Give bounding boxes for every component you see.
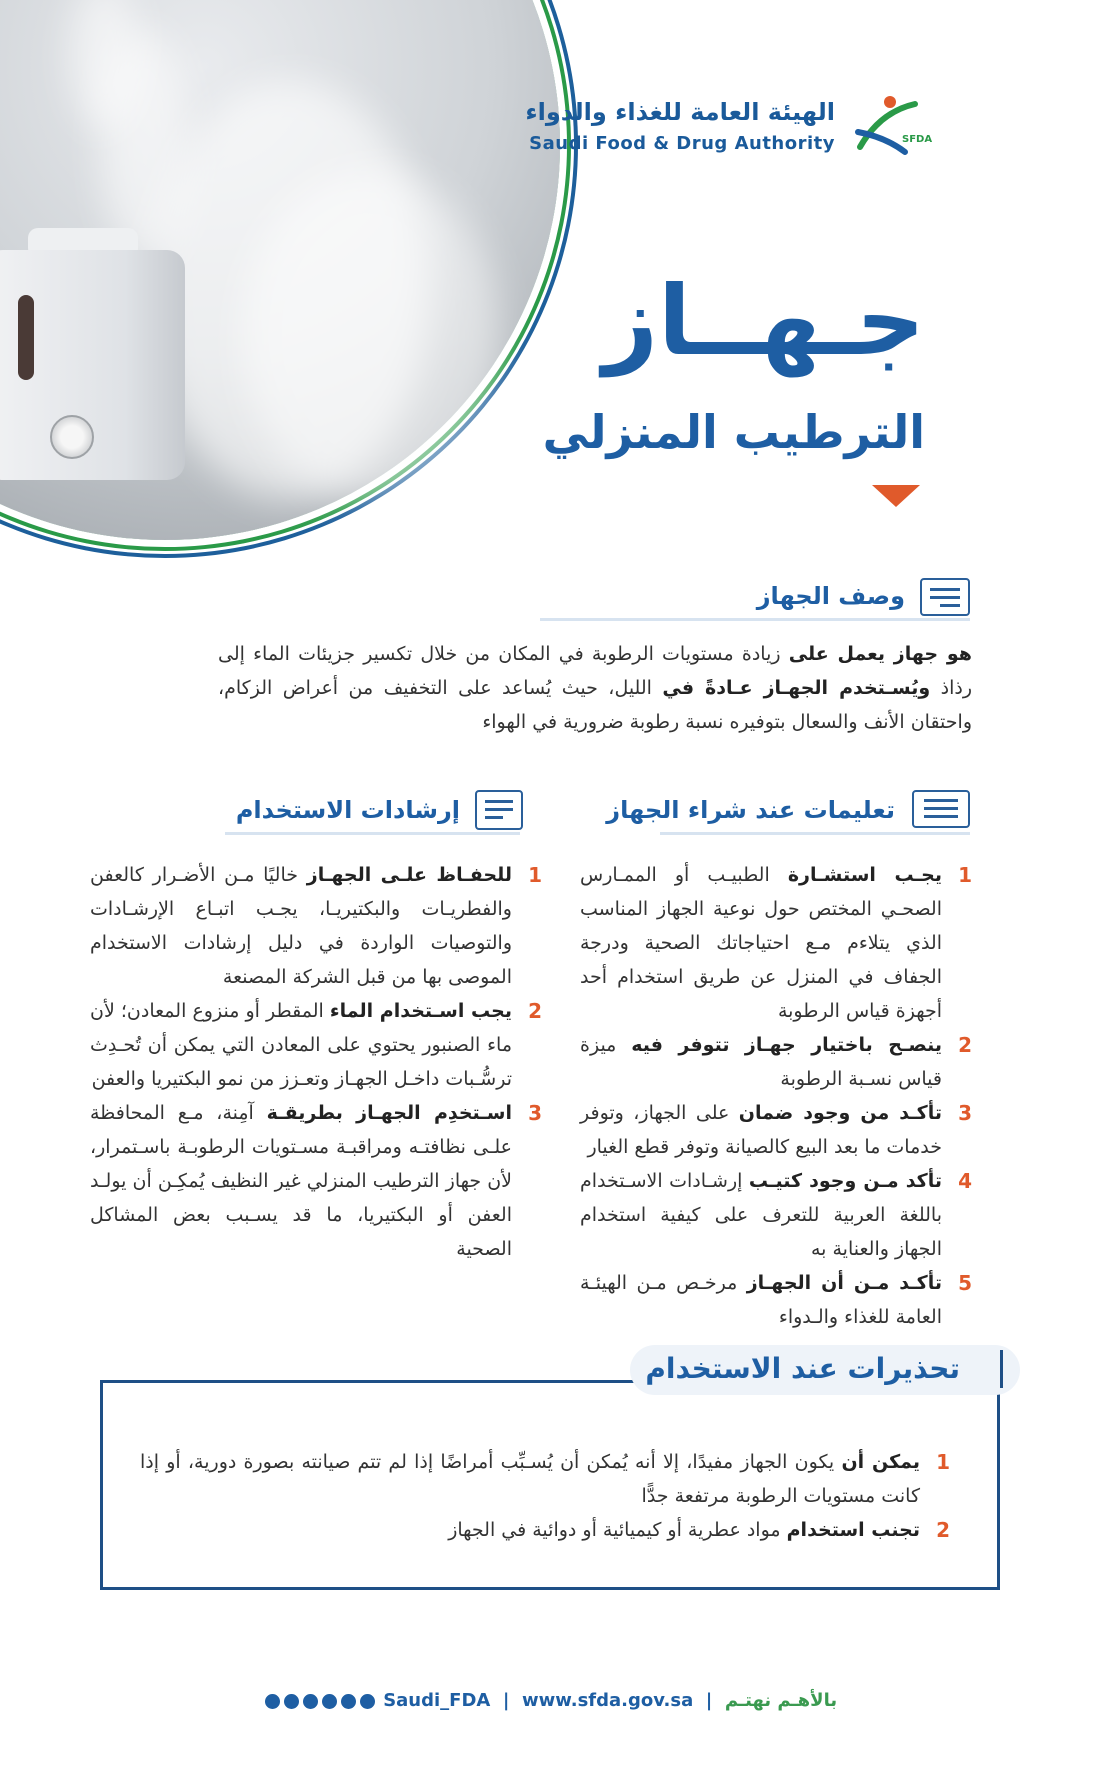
list-item — [580, 1164, 972, 1266]
item-bold: يجـب استشـارة — [787, 864, 942, 886]
humidifier-knob — [50, 415, 94, 459]
item-bold: يجب اسـتخدام الماء — [329, 1000, 512, 1022]
warnings-list — [140, 1445, 950, 1547]
logo-arabic-name: الهيئة العامة للغذاء والدواء — [525, 98, 835, 126]
youtube-icon[interactable] — [303, 1694, 318, 1709]
item-number: 2 — [936, 1518, 950, 1542]
description-bold-1: هو جهاز يعمل على — [788, 643, 972, 665]
description-bold-2: ويُسـتخدم الجهـاز عـادةً في — [662, 677, 931, 699]
humidifier-water-window — [18, 295, 34, 380]
page-subtitle: الترطيب المنزلي — [542, 405, 925, 459]
item-bold: للحفـاظ علـى الجهـاز — [306, 864, 512, 886]
instagram-icon[interactable] — [322, 1694, 337, 1709]
list-item — [90, 858, 542, 994]
item-number: 5 — [958, 1271, 972, 1295]
item-text: مواد عطرية أو كيميائية أو دوائية في الجهاز — [448, 1519, 787, 1541]
list-item — [90, 1096, 542, 1266]
website-link[interactable]: www.sfda.gov.sa — [522, 1690, 694, 1711]
description-title: وصف الجهاز — [756, 582, 905, 610]
item-text: المقطر أو منزوع المعادن؛ لأن ماء الصنبور يحتوي على المعادن التي يمكن أن تُحـدِث ترسُّـبات داخـل الجهـاز وتعـزز من نمو البكتيريا والعفن — [90, 1000, 512, 1090]
logo-english-name: Saudi Food & Drug Authority — [529, 133, 835, 154]
monitor-icon — [920, 578, 970, 616]
item-number: 1 — [936, 1450, 950, 1474]
divider — [1000, 1350, 1003, 1388]
linkedin-icon[interactable] — [341, 1694, 356, 1709]
item-bold: تأكـد من وجود ضمان — [738, 1102, 942, 1124]
item-number: 2 — [528, 999, 542, 1023]
footer-separator: | — [705, 1690, 713, 1711]
list-item — [580, 858, 972, 1028]
item-text: إرشـادات الاسـتخدام باللغة العربية للتعرف على كيفية استخدام الجهاز والعناية به — [580, 1170, 942, 1260]
slogan: بالأهـم نهتـم — [724, 1690, 838, 1711]
description-text-2: الليل، حيث يُساعد على التخفيف من أعراض الزكام، واحتقان الأنف والسعال بتوفيره نسبة رطوبة ضرورية في الهواء — [218, 677, 972, 733]
item-text: على الجهاز، وتوفر خدمات ما بعد البيع كالصيانة وتوفر قطع الغيار — [580, 1102, 942, 1158]
item-text: ميزة قياس نسـبة الرطوبة — [580, 1034, 942, 1090]
facebook-icon[interactable] — [360, 1694, 375, 1709]
item-text: يكون الجهاز مفيدًا، إلا أنه يُمكن أن يُسـبِّب أمراضًا إذا لم تتم صيانته بصورة دورية، أو إذا كانت مستويات الرطوبة مرتفعة جدًّا — [140, 1451, 920, 1507]
document-pointer-icon — [475, 790, 523, 830]
item-number: 2 — [958, 1033, 972, 1057]
item-bold: تأكـد مـن أن الجهـاز — [746, 1272, 943, 1294]
list-item — [580, 1266, 972, 1334]
usage-list — [90, 858, 542, 1266]
snapchat-icon[interactable] — [284, 1694, 299, 1709]
item-bold: ينصـح باختيار جهـاز تتوفر فيه — [631, 1034, 942, 1056]
item-number: 1 — [958, 863, 972, 887]
warnings-title: تحذيرات عند الاستخدام — [645, 1352, 960, 1385]
list-item — [140, 1513, 950, 1547]
item-bold: تجنب استخدام — [786, 1519, 920, 1541]
usage-title: إرشادات الاستخدام — [235, 796, 460, 824]
description-text — [218, 637, 972, 739]
hero-humidifier-photo — [0, 0, 560, 540]
laptop-checklist-icon — [912, 790, 970, 828]
divider — [540, 618, 970, 621]
item-bold: يمكن أن — [841, 1451, 920, 1473]
item-bold: تأكد مـن وجود كتيـب — [748, 1170, 942, 1192]
page-title: جـهــاز — [602, 265, 925, 377]
svg-text:SFDA: SFDA — [902, 134, 933, 145]
arrow-down-icon — [872, 485, 920, 507]
social-handle[interactable]: Saudi_FDA — [383, 1690, 491, 1711]
item-number: 3 — [958, 1101, 972, 1125]
twitter-icon[interactable] — [265, 1694, 280, 1709]
item-text: خاليًا مـن الأضـرار كالعفن والفطريـات والبكتيريـا، يجـب اتبـاع الإرشـادات والتوصيات الواردة في دليل إرشادات الاستخدام الموصى بها من قبل الشركة المصنعة — [90, 864, 512, 988]
divider — [225, 832, 520, 835]
footer-separator: | — [502, 1690, 510, 1711]
item-number: 1 — [528, 863, 542, 887]
item-number: 4 — [958, 1169, 972, 1193]
purchase-list — [580, 858, 972, 1334]
footer — [0, 1690, 1100, 1711]
description-text-1: زيادة مستويات الرطوبة في المكان من خلال تكسير جزيئات الماء إلى رذاذ — [218, 643, 973, 699]
item-text: آمِنة، مـع المحافظة علـى نظافتـه ومراقبـة مسـتويات الرطوبـة باسـتمرار، لأن جهاز الترطيب المنزلي غير النظيف يُمكِـن أن يولـد العفن أو البكتيريا، ما قد يسـبب بعض المشاكل الصحية — [90, 1102, 512, 1260]
sfda-logo-icon — [850, 92, 933, 162]
list-item — [140, 1445, 950, 1513]
purchase-title: تعليمات عند شراء الجهاز — [606, 796, 895, 824]
list-item — [90, 994, 542, 1096]
item-text: الطبيـب أو الممـارس الصحـي المختص حول نوعية الجهاز المناسب الذي يتلاءم مـع احتياجاتك الصحية ودرجة الجفاف في المنزل عن طريق استخدام أحد أجهزة قياس الرطوبة — [580, 864, 942, 1022]
list-item — [580, 1028, 972, 1096]
divider — [660, 832, 970, 835]
item-bold: اسـتخدِم الجهـاز بطريقـة — [266, 1102, 512, 1124]
list-item — [580, 1096, 972, 1164]
item-number: 3 — [528, 1101, 542, 1125]
item-text: مرخـص مـن الهيئـة العامة للغذاء والـدواء — [580, 1272, 942, 1328]
